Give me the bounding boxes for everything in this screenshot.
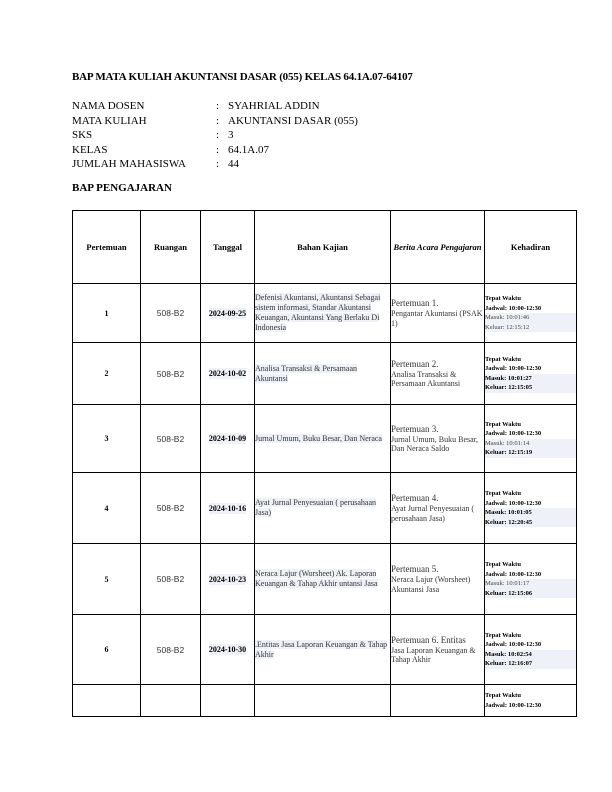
info-row-sks bbox=[72, 128, 358, 143]
info-value: 44 bbox=[228, 158, 239, 170]
cell-ruangan: 508-B2 bbox=[141, 544, 201, 615]
berita-detail: Jasa Laporan Keuangan & Tahap Akhir bbox=[391, 645, 476, 664]
kehadiran-status: Tepat Waktu bbox=[485, 420, 521, 428]
info-value: 64.1A.07 bbox=[228, 143, 269, 156]
cell-berita-acara bbox=[391, 685, 485, 717]
cell-kehadiran bbox=[485, 544, 577, 615]
cell-berita-acara bbox=[391, 473, 485, 544]
info-label: NAMA DOSEN bbox=[72, 100, 145, 112]
kehadiran-keluar: Keluar: 12:15:12 bbox=[485, 323, 576, 333]
section-title: BAP PENGAJARAN bbox=[72, 182, 172, 194]
cell-berita-acara bbox=[391, 405, 485, 473]
cell-tanggal bbox=[201, 544, 255, 615]
bahan-text: Neraca Lajur (Worsheet) Ak. Laporan Keuangan & Tahap Akhir untansi Jasa bbox=[255, 569, 378, 588]
cell-tanggal bbox=[201, 343, 255, 405]
cell-pertemuan: 5 bbox=[73, 544, 141, 615]
cell-ruangan: 508-B2 bbox=[141, 405, 201, 473]
cell-kehadiran bbox=[485, 615, 577, 685]
cell-bahan-kajian bbox=[255, 615, 391, 685]
kehadiran-keluar: Keluar: 12:15:05 bbox=[485, 383, 576, 393]
kehadiran-masuk: Masuk: 10:01:46 bbox=[485, 313, 576, 323]
berita-title: Pertemuan 4. bbox=[391, 493, 439, 503]
berita-title: Pertemuan 1. bbox=[391, 298, 439, 308]
cell-tanggal bbox=[201, 685, 255, 717]
cell-pertemuan bbox=[73, 685, 141, 717]
bahan-text: .Entitas Jasa Laporan Keuangan & Tahap Akhir bbox=[255, 639, 388, 659]
header-ruangan: Ruangan bbox=[141, 211, 201, 284]
berita-detail: Analisa Transaksi & Persamaan Akuntansi bbox=[391, 369, 461, 388]
berita-detail: Ayat Jurnal Penyesuaian ( perusahaan Jasa) bbox=[391, 504, 475, 523]
table-row bbox=[73, 544, 577, 615]
kehadiran-keluar: Keluar: 12:20:45 bbox=[485, 518, 576, 528]
cell-bahan-kajian bbox=[255, 405, 391, 473]
table-row bbox=[73, 615, 577, 685]
cell-bahan-kajian bbox=[255, 544, 391, 615]
cell-pertemuan: 4 bbox=[73, 473, 141, 544]
cell-bahan-kajian bbox=[255, 343, 391, 405]
cell-pertemuan: 3 bbox=[73, 405, 141, 473]
header-berita-acara: Berita Acara Pengajaran bbox=[391, 211, 485, 284]
cell-tanggal bbox=[201, 615, 255, 685]
cell-kehadiran bbox=[485, 343, 577, 405]
kehadiran-keluar: Keluar: 12:15:19 bbox=[485, 448, 576, 458]
info-label: MATA KULIAH bbox=[72, 114, 147, 127]
header-kehadiran: Kehadiran bbox=[485, 211, 577, 284]
course-info bbox=[72, 99, 358, 172]
cell-berita-acara bbox=[391, 544, 485, 615]
cell-kehadiran bbox=[485, 473, 577, 544]
kehadiran-status: Tepat Waktu bbox=[485, 692, 521, 699]
table-row bbox=[73, 405, 577, 473]
info-value: SYAHRIAL ADDIN bbox=[228, 100, 320, 112]
cell-bahan-kajian bbox=[255, 284, 391, 343]
cell-pertemuan: 2 bbox=[73, 343, 141, 405]
berita-title: Pertemuan 6. Entitas bbox=[391, 634, 466, 645]
info-row-jumlah bbox=[72, 157, 358, 172]
kehadiran-masuk: Masuk: 10:01:17 bbox=[485, 579, 576, 589]
kehadiran-jadwal: Jadwal: 10:00-12:30 bbox=[485, 499, 542, 507]
info-row-dosen bbox=[72, 99, 358, 114]
info-label: JUMLAH MAHASISWA bbox=[72, 158, 186, 170]
tanggal-text: 2024-10-23 bbox=[208, 574, 247, 584]
kehadiran-status: Tepat Waktu bbox=[485, 490, 521, 497]
bap-table bbox=[72, 210, 577, 717]
info-row-kelas bbox=[72, 143, 358, 158]
bahan-text: Ayat Jurnal Penyesuaian ( perusahaan Jasa) bbox=[255, 498, 376, 517]
kehadiran-jadwal: Jadwal: 10:00-12:30 bbox=[485, 641, 542, 648]
cell-bahan-kajian bbox=[255, 685, 391, 717]
cell-kehadiran bbox=[485, 685, 577, 717]
info-label: KELAS bbox=[72, 143, 108, 156]
kehadiran-status: Tepat Waktu bbox=[485, 561, 521, 568]
kehadiran-jadwal: Jadwal: 10:00-12:30 bbox=[485, 701, 542, 709]
header-tanggal: Tanggal bbox=[201, 211, 255, 284]
info-colon: : bbox=[216, 158, 220, 170]
kehadiran-jadwal: Jadwal: 10:00-12:30 bbox=[485, 304, 542, 312]
kehadiran-jadwal: Jadwal: 10:00-12:30 bbox=[485, 430, 542, 437]
document-title: BAP MATA KULIAH AKUNTANSI DASAR (055) KELAS 64.1A.07-64107 bbox=[72, 71, 413, 83]
cell-ruangan: 508-B2 bbox=[141, 284, 201, 343]
kehadiran-masuk: Masuk: 10:01:05 bbox=[485, 508, 576, 518]
berita-detail: Neraca Lajur (Worsheet) Akuntansi Jasa bbox=[391, 575, 471, 594]
info-row-matakuliah bbox=[72, 114, 358, 129]
bahan-text: Defenisi Akuntansi, Akuntansi Sebagai sistem informasi, Standar Akuntansi Keuangan, Akuntansi Yang Berlaku Di Indonesia bbox=[255, 293, 381, 332]
table-header-row bbox=[73, 211, 577, 284]
cell-berita-acara bbox=[391, 615, 485, 685]
tanggal-text: 2024-09-25 bbox=[208, 308, 247, 318]
table-row bbox=[73, 284, 577, 343]
info-colon: : bbox=[216, 114, 220, 127]
table-row bbox=[73, 685, 577, 717]
info-label: SKS bbox=[72, 129, 93, 141]
bahan-text: Analisa Transaksi & Persamaan Akuntansi bbox=[255, 363, 357, 383]
berita-title: Pertemuan 5. bbox=[391, 564, 439, 574]
tanggal-text: 2024-10-02 bbox=[208, 369, 247, 378]
berita-detail: Pengantar Akuntansi (PSAK 1) bbox=[391, 309, 483, 328]
kehadiran-masuk: Masuk: 10:01:27 bbox=[485, 374, 576, 384]
info-value: 3 bbox=[228, 129, 234, 141]
kehadiran-status: Tepat Waktu bbox=[485, 355, 521, 363]
kehadiran-status: Tepat Waktu bbox=[485, 295, 521, 302]
table-row bbox=[73, 473, 577, 544]
info-value: AKUNTANSI DASAR (055) bbox=[228, 114, 358, 127]
cell-tanggal bbox=[201, 473, 255, 544]
info-colon: : bbox=[216, 129, 220, 141]
cell-pertemuan: 6 bbox=[73, 615, 141, 685]
header-pertemuan: Pertemuan bbox=[73, 211, 141, 284]
kehadiran-status: Tepat Waktu bbox=[485, 631, 521, 639]
header-bahan-kajian: Bahan Kajian bbox=[255, 211, 391, 284]
cell-tanggal bbox=[201, 405, 255, 473]
cell-berita-acara bbox=[391, 284, 485, 343]
kehadiran-masuk: Masuk: 10:01:14 bbox=[485, 439, 576, 449]
kehadiran-masuk: Masuk: 10:02:54 bbox=[485, 650, 576, 660]
cell-kehadiran bbox=[485, 405, 577, 473]
kehadiran-jadwal: Jadwal: 10:00-12:30 bbox=[485, 365, 542, 372]
cell-bahan-kajian bbox=[255, 473, 391, 544]
kehadiran-keluar: Keluar: 12:16:07 bbox=[485, 659, 576, 669]
table-row bbox=[73, 343, 577, 405]
tanggal-text: 2024-10-16 bbox=[208, 503, 247, 513]
berita-detail: Jurnal Umum, Buku Besar, Dan Neraca Saldo bbox=[391, 434, 479, 453]
bahan-text: Jurnal Umum, Buku Besar, Dan Neraca bbox=[255, 433, 382, 443]
kehadiran-jadwal: Jadwal: 10:00-12:30 bbox=[485, 570, 542, 578]
cell-kehadiran bbox=[485, 284, 577, 343]
info-colon: : bbox=[216, 100, 220, 112]
cell-ruangan bbox=[141, 685, 201, 717]
cell-pertemuan: 1 bbox=[73, 284, 141, 343]
cell-ruangan: 508-B2 bbox=[141, 615, 201, 685]
table-body bbox=[73, 284, 577, 717]
cell-berita-acara bbox=[391, 343, 485, 405]
cell-ruangan: 508-B2 bbox=[141, 343, 201, 405]
berita-title: Pertemuan 2. bbox=[391, 358, 439, 369]
cell-tanggal bbox=[201, 284, 255, 343]
tanggal-text: 2024-10-30 bbox=[208, 645, 247, 654]
berita-title: Pertemuan 3. bbox=[391, 423, 439, 434]
kehadiran-keluar: Keluar: 12:15:06 bbox=[485, 589, 576, 599]
info-colon: : bbox=[216, 143, 220, 156]
tanggal-text: 2024-10-09 bbox=[208, 434, 247, 443]
cell-ruangan: 508-B2 bbox=[141, 473, 201, 544]
